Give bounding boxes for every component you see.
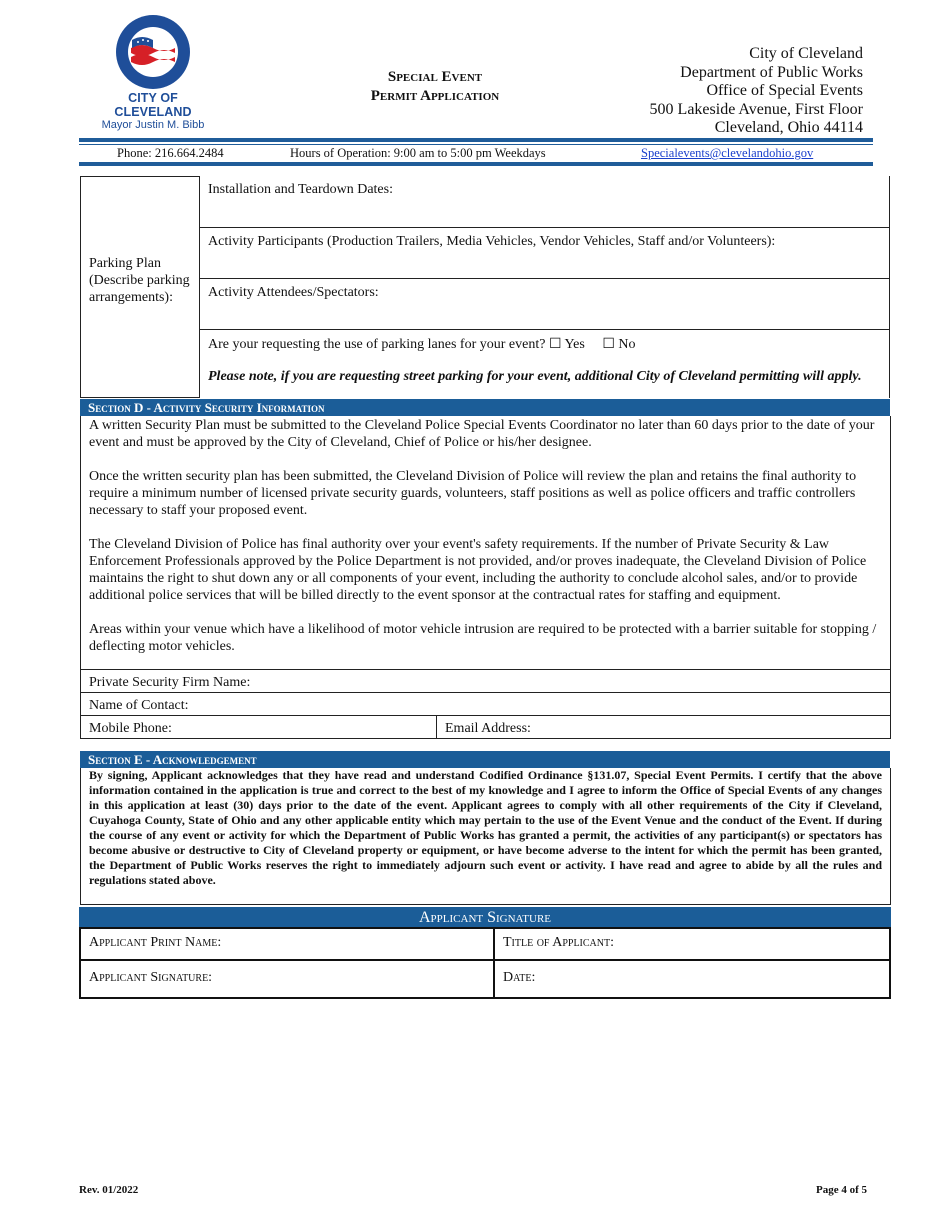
security-firm-name-label: Private Security Firm Name: <box>89 675 251 690</box>
title-of-applicant-label: Title of Applicant: <box>503 935 615 950</box>
section-d-header: Section D - Activity Security Information <box>80 399 890 416</box>
phone-email-row <box>80 716 891 739</box>
security-paragraph: A written Security Plan must be submitted to the Cleveland Police Special Events Coordinator no later than 60 days prior to the date of your event and must be approved by the City of Cleveland, Chief of Police or his/her designee. <box>89 418 875 450</box>
activity-participants-label: Activity Participants (Production Trailers, Media Vehicles, Vendor Vehicles, Staff and/or Volunteers): <box>208 234 776 249</box>
contact-name-label: Name of Contact: <box>89 698 189 713</box>
header-rule <box>79 138 873 142</box>
installation-dates-label: Installation and Teardown Dates: <box>208 182 393 197</box>
section-d-body <box>80 416 891 670</box>
parking-plan-label: Parking Plan (Describe parking arrangements): <box>89 256 190 305</box>
title-line-1: Special Event <box>387 69 483 85</box>
applicant-signature-label: Applicant Signature: <box>89 970 213 985</box>
address-line: Department of Public Works <box>680 63 863 81</box>
signature-header: Applicant Signature <box>79 907 891 927</box>
activity-attendees-field[interactable] <box>199 279 890 330</box>
security-paragraph: Once the written security plan has been submitted, the Cleveland Division of Police will review the plan and retains the final authority to require a minimum number of licensed private security guards, volunteers, staff positions as well as police officers and traffic controllers necessary to staff your proposed event. <box>89 469 857 518</box>
parking-plan-label-cell <box>80 176 200 398</box>
page-number: Page 4 of 5 <box>815 1184 867 1196</box>
parking-lanes-question[interactable]: Are your requesting the use of parking lanes for your event? ☐ Yes ☐ No <box>208 337 636 352</box>
activity-participants-field[interactable] <box>199 228 890 279</box>
address-line: 500 Lakeside Avenue, First Floor <box>649 100 863 118</box>
contact-bar-rule <box>79 162 873 166</box>
acknowledgement-text: By signing, Applicant acknowledges that they have read and understand Codified Ordinance §131.07, Special Event Permits. I certify that the above information contained in the application is true and correct to the best of my knowledge and I agree to inform the Office of Special Events of any changes in this application at least (30) days prior to the date of the event. Applicant agrees to comply with all other requirements of the City if Cleveland, Cuyahoga County, State of Ohio and any other applicable entity which may pertain to the use of the Event Venue and the conduct of the Event. If during the course of any event or activity for which the Department of Public Works has granted a permit, the activities of any participant(s) or spectators has become abusive or destructive to City of Cleveland property or equipment, or have become adverse to the intent for which the permit has been granted, the Department of Public Works reserves the right to immediately adjourn such event or activity. I have read and agree to abide by all the rules and regulations stated above. <box>80 768 891 905</box>
mobile-phone-label: Mobile Phone: <box>89 721 172 736</box>
installation-dates-field[interactable] <box>199 176 890 228</box>
print-name-label: Applicant Print Name: <box>89 935 222 950</box>
mobile-phone-field[interactable] <box>81 716 437 738</box>
print-name-field[interactable] <box>81 929 493 959</box>
address-line: Cleveland, Ohio 44114 <box>714 119 863 137</box>
parking-lanes-row <box>199 330 890 398</box>
address-line: Office of Special Events <box>706 82 863 100</box>
contact-name-field[interactable] <box>80 693 891 716</box>
phone-number: Phone: 216.664.2484 <box>117 146 224 160</box>
hours-of-operation: Hours of Operation: 9:00 am to 5:00 pm Weekdays <box>290 146 546 160</box>
email-address-label: Email Address: <box>445 721 531 736</box>
section-e-header: Section E - Acknowledgement <box>80 751 890 768</box>
title-of-applicant-field[interactable] <box>495 929 889 959</box>
security-firm-name-field[interactable] <box>80 670 891 693</box>
document-title <box>330 68 540 106</box>
mayor-name: Mayor Justin M. Bibb <box>101 119 205 131</box>
revision-label: Rev. 01/2022 <box>79 1184 139 1196</box>
security-paragraph: The Cleveland Division of Police has final authority over your event's safety requirements. If the number of Private Security & Law Enforcement Professionals approved by the Police Department is not provided, and/or proves inadequate, the Cleveland Division of Police maintains the right to shut down any or all components of your event, including the authority to conclude alcohol sales, and/or to provide additional police services that will be billed directly to the event sponsor at the contractual rates for staffing and equipment. <box>89 537 867 603</box>
date-label: Date: <box>503 970 536 985</box>
email-link[interactable]: Specialevents@clevelandohio.gov <box>641 146 814 160</box>
signature-table <box>79 927 891 999</box>
address-line: City of Cleveland <box>749 45 863 62</box>
city-logo <box>88 14 218 131</box>
contact-bar <box>79 145 873 162</box>
city-seal-icon <box>115 14 191 90</box>
email-address-field[interactable] <box>437 716 890 738</box>
applicant-signature-field[interactable] <box>81 961 493 997</box>
title-line-2: Permit Application <box>370 88 500 104</box>
city-name: CITY OF CLEVELAND <box>114 91 192 119</box>
security-paragraph: Areas within your venue which have a likelihood of motor vehicle intrusion are required to be protected with a barrier suitable for stopping / deflecting motor vehicles. <box>89 622 877 654</box>
office-address <box>650 45 863 138</box>
street-parking-note: Please note, if you are requesting street parking for your event, additional City of Cleveland permitting will apply. <box>208 369 862 384</box>
date-field[interactable] <box>495 961 889 997</box>
activity-attendees-label: Activity Attendees/Spectators: <box>208 285 379 300</box>
